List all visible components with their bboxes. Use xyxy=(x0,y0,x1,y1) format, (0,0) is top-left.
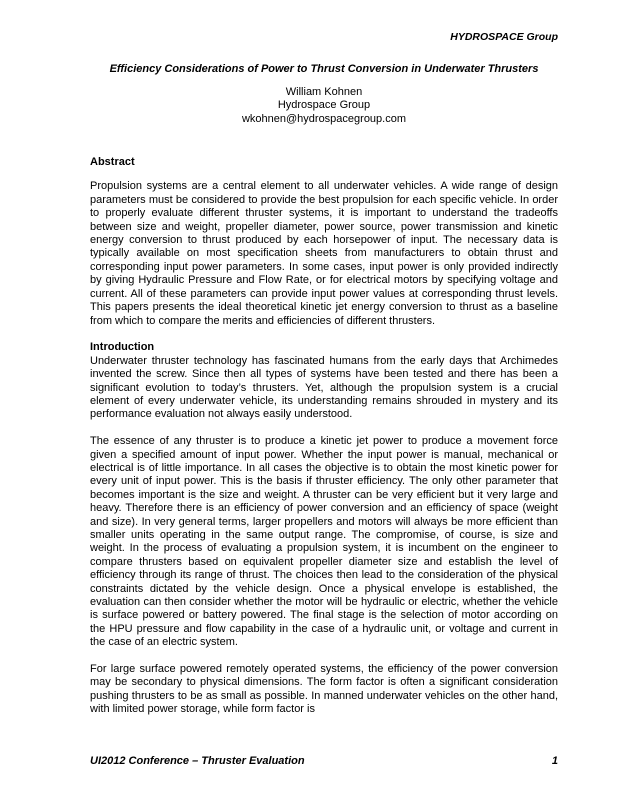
introduction-paragraph: For large surface powered remotely operated systems, the efficiency of the power conversion may be secondary to physical dimensions. The form factor is often a significant consideration pushing thrusters to be as small as possible. In manned underwater vehicles on the other hand, with limited power storage, while form factor is xyxy=(90,663,558,716)
introduction-heading: Introduction xyxy=(90,341,155,354)
author-email: wkohnen@hydrospacegroup.com xyxy=(241,112,407,125)
running-header: HYDROSPACE Group xyxy=(450,31,558,43)
introduction-paragraph: The essence of any thruster is to produce a kinetic jet power to produce a movement force given a specified amount of input power. Whether the input power is manual, mechanical or electrical is of little importance. In all cases the objective is to obtain the most kinetic power for every unit of input power. This is the basis if thruster efficiency. The only other parameter that becomes important is the size and weight. A thruster can be very efficient but it very large and heavy. Therefore there is an efficiency of power conversion and an efficiency of space (weight and size). In very general terms, larger propellers and motors will always be more efficient than smaller units operating in the same output range. The compromise, of course, is size and weight. In the process of evaluating a propulsion system, it is incumbent on the engineer to compare thrusters based on equivalent propeller diameter size and establish the level of efficiency through its range of thrust. The choices then lead to the consideration of the physical constraints dictated by the vehicle design. Once a physical envelope is established, the evaluation can then consider whether the motor will be hydraulic or electric, whether the vehicle is surface powered or battery powered. The final stage is the selection of motor according on the HPU pressure and flow capability in the case of a hydraulic unit, or voltage and current in the case of an electric system. xyxy=(90,435,558,649)
author-name: William Kohnen xyxy=(285,85,363,98)
author-block xyxy=(90,86,558,126)
footer-conference-label: UI2012 Conference – Thruster Evaluation xyxy=(90,755,305,767)
page-number: 1 xyxy=(551,755,558,767)
abstract-text: Propulsion systems are a central element to all underwater vehicles. A wide range of design parameters must be considered to provide the best propulsion for each specific vehicle. In order to properly evaluate different thruster systems, it is important to understand the tradeoffs between size and weight, propeller diameter, power source, power transmission and kinetic energy conversion to thrust produced by each horsepower of input. The necessary data is typically available on most specification sheets from manufacturers to obtain thrust and corresponding input power parameters. In some cases, input power is only provided indirectly by giving Hydraulic Pressure and Flow Rate, or for electrical motors by specifying voltage and current. All of these parameters can provide input power values at corresponding thrust levels. This papers presents the ideal theoretical kinetic jet energy conversion to thrust as a baseline from which to compare the merits and efficiencies of different thrusters. xyxy=(90,180,558,327)
page-content xyxy=(90,0,558,717)
introduction-paragraph: Underwater thruster technology has fascinated humans from the early days that Archimedes invented the screw. Since then all types of systems have been tested and there has been a significant evolution to today’s thrusters. Yet, although the propulsion system is a crucial element of every underwater vehicle, its understanding remains shrouded in mystery and its performance evaluation not always easily understood. xyxy=(90,354,558,421)
page-footer xyxy=(90,755,558,768)
author-affiliation: Hydrospace Group xyxy=(277,99,371,112)
paper-title: Efficiency Considerations of Power to Thrust Conversion in Underwater Thrusters xyxy=(109,63,539,76)
abstract-heading: Abstract xyxy=(90,156,135,169)
